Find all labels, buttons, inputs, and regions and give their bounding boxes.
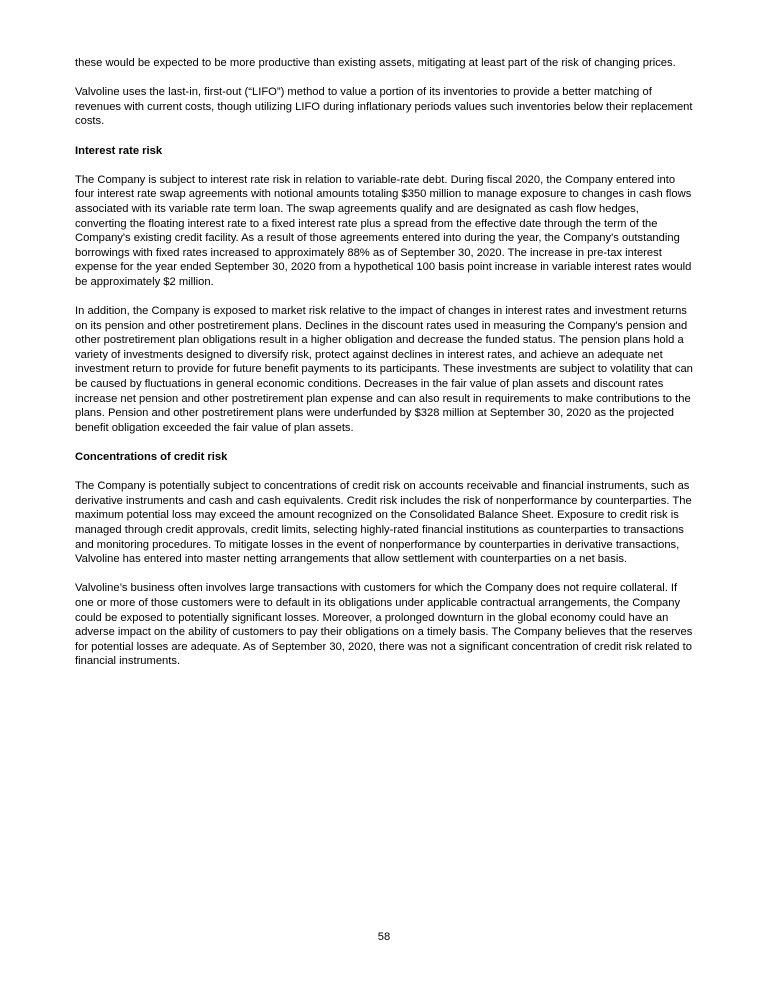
page-number: 58 (377, 931, 391, 943)
paragraph-credit-risk-exposure: The Company is potentially subject to concentrations of credit risk on accounts receivable and financial instruments, such as derivative instruments and cash and cash equivalents. Credit risk includes the risk of nonperformance by counterparties. The maximum potential loss may exceed the amount recognized on the Consolidated Balance Sheet. Exposure to credit risk is managed through credit approvals, credit limits, selecting highly-rated financial institutions as counterparties to transactions and monitoring procedures. To mitigate losses in the event of nonperformance by counterparties in derivative transactions, Valvoline has entered into master netting arrangements that allow settlement with counterparties on a net basis. (75, 480, 692, 566)
paragraph-customer-credit-risk: Valvoline’s business often involves large transactions with customers for which the Company does not require collateral. If one or more of those customers were to default in its obligations under applicable contractual arrangements, the Company could be exposed to potentially significant losses. Moreover, a prolonged downturn in the global economy could have an adverse impact on the ability of customers to pay their obligations on a timely basis. The Company believes that the reserves for potential losses are adequate. As of September 30, 2020, there was not a significant concentration of credit risk related to financial instruments. (75, 582, 693, 668)
page-body-text (75, 56, 693, 684)
section-heading-credit-risk: Concentrations of credit risk (75, 451, 228, 464)
paragraph-lifo-method: Valvoline uses the last-in, first-out (“LIFO”) method to value a portion of its inventories to provide a better matching of revenues with current costs, though utilizing LIFO during inflationary periods values such inventories below their replacement costs. (75, 86, 693, 128)
section-heading-interest-rate-risk: Interest rate risk (75, 144, 163, 157)
paragraph-interest-rate-swaps: The Company is subject to interest rate risk in relation to variable-rate debt. During fiscal 2020, the Company entered into four interest rate swap agreements with notional amounts totaling $350 million to manage exposure to changes in cash flows associated with its variable rate term loan. The swap agreements qualify and are designated as cash flow hedges, converting the floating interest rate to a fixed interest rate plus a spread from the effective date through the term of the Company's existing credit facility. As a result of those agreements entered into during the year, the Company's outstanding borrowings with fixed rates increased to approximately 88% as of September 30, 2020. The increase in pre-tax interest expense for the year ended September 30, 2020 from a hypothetical 100 basis point increase in variable interest rates would be approximately $2 million. (75, 173, 692, 288)
paragraph-pension-market-risk: In addition, the Company is exposed to market risk relative to the impact of changes in interest rates and investment returns on its pension and other postretirement plans. Declines in the discount rates used in measuring the Company's pension and other postretirement plan obligations result in a higher obligation and decrease the funded status. The pension plans hold a variety of investments designed to diversify risk, protect against declines in interest rates, and achieve an adequate net investment return to provide for future benefit payments to its participants. These investments are subject to volatility that can be caused by fluctuations in general economic conditions. Decreases in the fair value of plan assets and discount rates increase net pension and other postretirement plan expense and can also result in requirements to make contributions to the plans. Pension and other postretirement plans were underfunded by $328 million at September 30, 2020 as the projected benefit obligation exceeded the fair value of plan assets. (75, 305, 693, 434)
paragraph-changing-prices: these would be expected to be more productive than existing assets, mitigating at least part of the risk of changing prices. (75, 57, 676, 69)
